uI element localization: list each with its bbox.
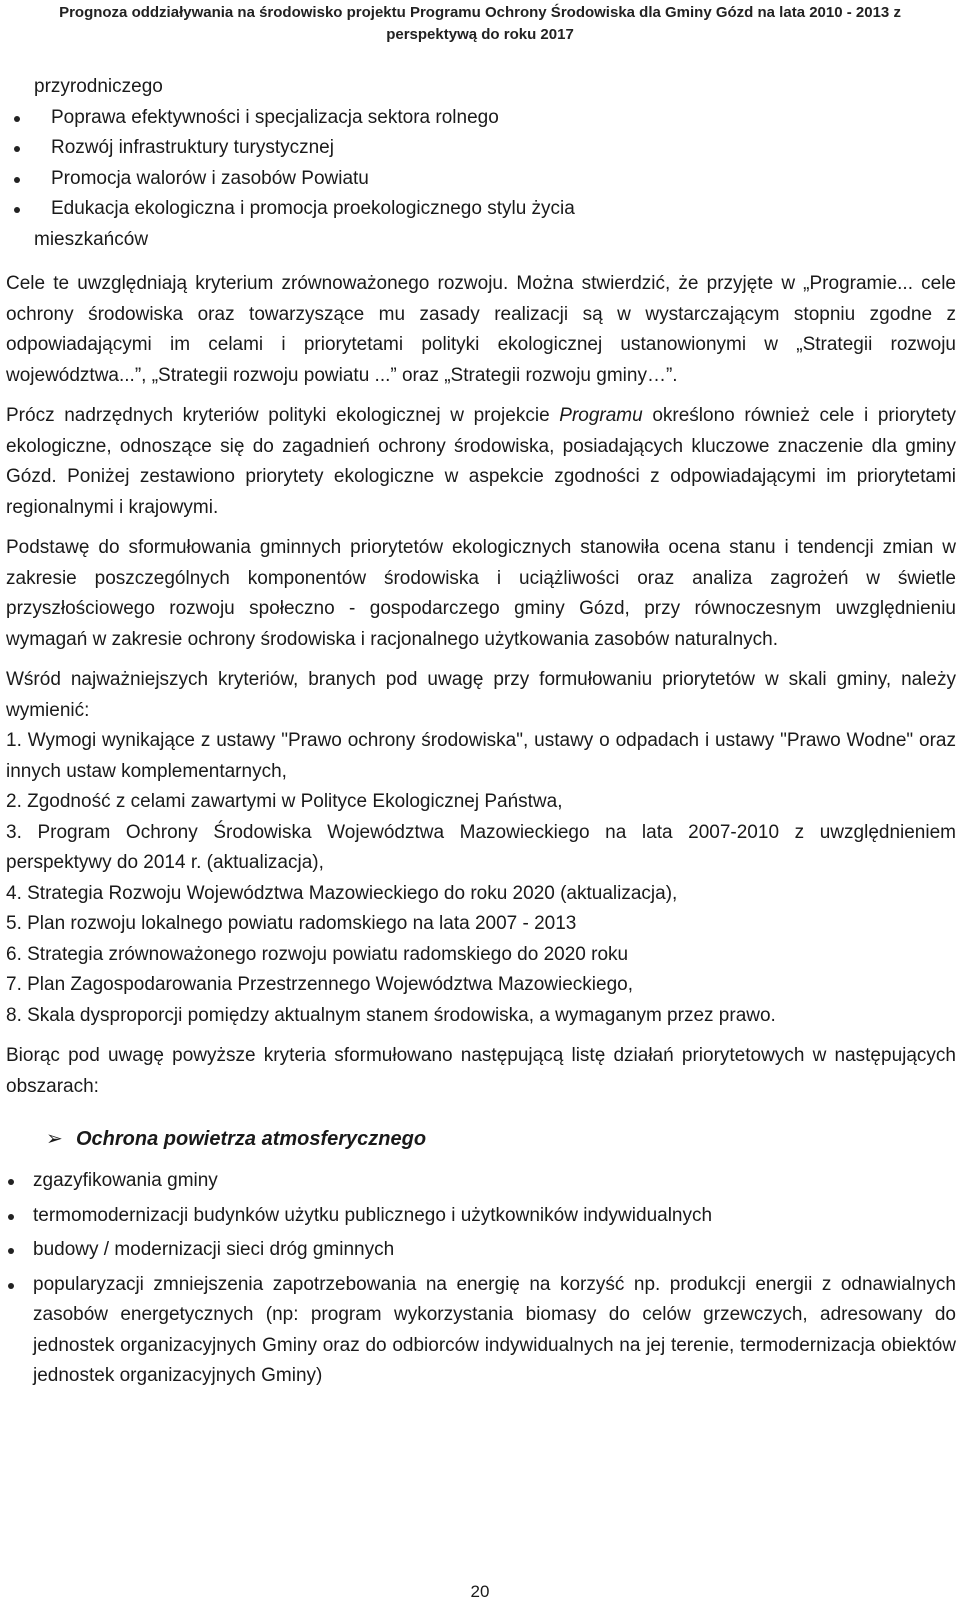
list-item: Rozwój infrastruktury turystycznej bbox=[6, 133, 956, 164]
section-title: Ochrona powietrza atmosferycznego bbox=[76, 1128, 427, 1150]
criteria-item: 5. Plan rozwoju lokalnego powiatu radomskiego na lata 2007 - 2013 bbox=[6, 913, 577, 934]
section-heading bbox=[6, 1124, 956, 1154]
criteria-item: 4. Strategia Rozwoju Województwa Mazowieckiego do roku 2020 (aktualizacja), bbox=[6, 882, 678, 904]
criteria-item: 3. Program Ochrony Środowiska Województwa Mazowieckiego na lata 2007-2010 z uwzględnieniem perspektywy do 2014 r. (aktualizacja), bbox=[6, 821, 956, 873]
list-item: zgazyfikowania gminy bbox=[6, 1166, 956, 1197]
paragraph-priority-areas: Biorąc pod uwagę powyższe kryteria sformułowano następującą listę działań priorytetowych w następujących obszarach: bbox=[6, 1045, 956, 1097]
criteria-list bbox=[6, 726, 956, 1031]
list-item: termomodernizacji budynków użytku publicznego i użytkowników indywidualnych bbox=[6, 1201, 956, 1232]
arrow-bullet-icon: ➢ bbox=[46, 1128, 63, 1150]
criteria-item: 8. Skala dysproporcji pomiędzy aktualnym stanem środowiska, a wymaganym przez prawo. bbox=[6, 1004, 776, 1026]
criteria-item: 6. Strategia zrównoważonego rozwoju powiatu radomskiego do 2020 roku bbox=[6, 943, 629, 965]
paragraph-text: określono również cele i priorytety ekologiczne, odnoszące się do zagadnień ochrony środowiska, posiadających kluczowe znaczenie dla gminy Gózd. Poniżej zestawiono priorytety ekologiczne w aspekcie zgodności z odpowiadającymi im priorytetami regionalnymi i krajowymi. bbox=[6, 405, 956, 518]
list-item: Edukacja ekologiczna i promocja proekologicznego stylu życia bbox=[6, 194, 956, 225]
paragraph-intro-criteria: Wśród najważniejszych kryteriów, branych pod uwagę przy formułowaniu priorytetów w skali gminy, należy wymienić: bbox=[6, 669, 956, 721]
paragraph-basis: Podstawę do sformułowania gminnych priorytetów ekologicznych stanowiła ocena stanu i tendencji zmian w zakresie poszczególnych komponentów środowiska i uciążliwości oraz analiza zagrożeń w świetle przyszłościowego rozwoju społeczno - gospodarczego gminy Gózd, przy równoczesnym uwzględnieniu wymagań w zakresie ochrony środowiska i racjonalnego użytkowania zasobów naturalnych. bbox=[6, 537, 956, 650]
criteria-item: 7. Plan Zagospodarowania Przestrzennego Województwa Mazowieckiego, bbox=[6, 974, 633, 995]
list-continuation: mieszkańców bbox=[34, 228, 149, 250]
header-line-1: Prognoza oddziaływania na środowisko projektu Programu Ochrony Środowiska dla Gminy Gózd na lata 2010 - 2013 z bbox=[59, 4, 901, 21]
emphasis-programu: Programu bbox=[559, 405, 643, 426]
list-item: popularyzacji zmniejszenia zapotrzebowania na energię na korzyść np. produkcji energii z odnawialnych zasobów energetycznych (np: program wykorzystania biomasy do celów grzewczych, adresowany do jednostek organizacyjnych Gminy oraz do odbiorców indywidualnych na jej terenie, termodernizacja obiektów jednostek organizacyjnych Gminy) bbox=[6, 1270, 956, 1392]
page-number: 20 bbox=[470, 1582, 490, 1601]
objectives-list bbox=[6, 72, 956, 255]
list-item: Poprawa efektywności i specjalizacja sektora rolnego bbox=[6, 103, 956, 134]
paragraph-goals: Cele te uwzględniają kryterium zrównoważonego rozwoju. Można stwierdzić, że przyjęte w „Programie... cele ochrony środowiska oraz towarzyszące mu zasady realizacji są w wystarczającym stopniu zgodne z odpowiadającymi im celami i priorytetami polityki ekologicznej ustanowionymi w „Strategii rozwoju województwa...”, „Strategii rozwoju powiatu ...” oraz „Strategii rozwoju gminy…”. bbox=[6, 273, 956, 386]
header-line-2: perspektywą do roku 2017 bbox=[386, 26, 574, 43]
criteria-item: 1. Wymogi wynikające z ustawy "Prawo ochrony środowiska", ustawy o odpadach i ustawy "Prawo Wodne" oraz innych ustaw komplementarnych, bbox=[6, 730, 956, 782]
air-protection-list bbox=[6, 1166, 956, 1392]
page-header bbox=[0, 2, 960, 46]
list-item: Promocja walorów i zasobów Powiatu bbox=[6, 164, 956, 195]
list-item: budowy / modernizacji sieci dróg gminnych bbox=[6, 1235, 956, 1266]
paragraph-criteria bbox=[6, 401, 956, 523]
paragraph-text: Prócz nadrzędnych kryteriów polityki ekologicznej w projekcie bbox=[6, 405, 560, 426]
list-continuation: przyrodniczego bbox=[34, 76, 163, 97]
document-body bbox=[6, 72, 956, 1396]
criteria-item: 2. Zgodność z celami zawartymi w Polityce Ekologicznej Państwa, bbox=[6, 791, 563, 812]
